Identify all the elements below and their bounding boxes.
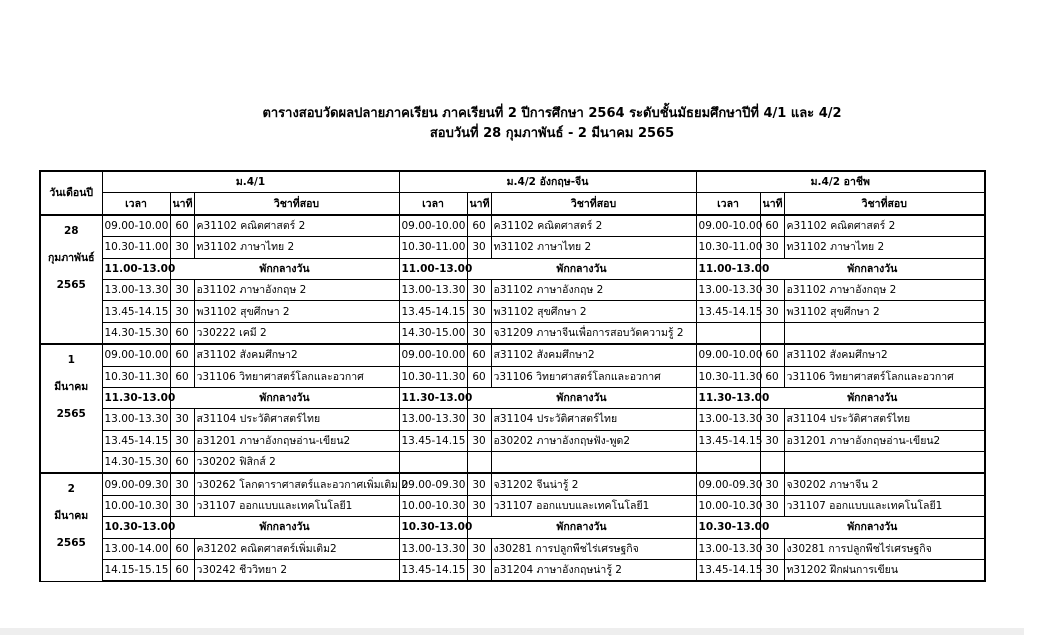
exam-subject: จ31209 ภาษาจีนเพื่อการสอบวัดความรู้ 2 bbox=[491, 322, 696, 344]
exam-subject bbox=[784, 452, 985, 474]
exam-minutes: 30 bbox=[467, 301, 491, 322]
table-row bbox=[40, 322, 985, 344]
exam-subject: ง30281 การปลูกพืชไร่เศรษฐกิจ bbox=[491, 538, 696, 559]
exam-time: 09.00-09.30 bbox=[399, 473, 467, 495]
table-row bbox=[40, 366, 985, 387]
exam-time: 10.30-11.00 bbox=[696, 237, 760, 258]
exam-subject: ส31102 สังคมศึกษา2 bbox=[491, 344, 696, 366]
break-time: 11.00-13.00 bbox=[399, 258, 467, 279]
exam-subject: ว31107 ออกแบบและเทคโนโลยี1 bbox=[194, 495, 399, 516]
exam-minutes: 30 bbox=[467, 560, 491, 582]
exam-minutes: 60 bbox=[170, 344, 194, 366]
table-row bbox=[40, 560, 985, 582]
exam-minutes: 30 bbox=[760, 237, 784, 258]
subject-header: วิชาที่สอบ bbox=[194, 193, 399, 215]
exam-minutes: 30 bbox=[170, 473, 194, 495]
exam-date-cell bbox=[40, 215, 102, 344]
exam-minutes: 30 bbox=[170, 409, 194, 430]
exam-time: 14.30-15.00 bbox=[399, 322, 467, 344]
exam-time: 10.00-10.30 bbox=[102, 495, 170, 516]
date-day: 28 bbox=[63, 224, 79, 237]
date-day: 2 bbox=[67, 483, 75, 496]
table-row bbox=[40, 215, 985, 237]
exam-time: 09.00-10.00 bbox=[399, 215, 467, 237]
exam-schedule-table bbox=[39, 170, 986, 582]
exam-minutes: 30 bbox=[467, 538, 491, 559]
break-label: พักกลางวัน bbox=[760, 258, 985, 279]
exam-time: 09.00-10.00 bbox=[102, 344, 170, 366]
exam-time: 13.00-13.30 bbox=[696, 538, 760, 559]
exam-time: 13.00-13.30 bbox=[102, 409, 170, 430]
time-header: เวลา bbox=[696, 193, 760, 215]
exam-subject bbox=[784, 322, 985, 344]
exam-time: 09.00-09.30 bbox=[102, 473, 170, 495]
exam-subject: อ31201 ภาษาอังกฤษอ่าน-เขียน2 bbox=[194, 430, 399, 451]
minutes-header: นาที bbox=[467, 193, 491, 215]
exam-minutes: 30 bbox=[467, 237, 491, 258]
date-month: มีนาคม bbox=[54, 381, 89, 394]
date-year: 2565 bbox=[56, 408, 86, 421]
exam-time: 10.00-10.30 bbox=[696, 495, 760, 516]
date-year: 2565 bbox=[56, 278, 86, 291]
table-row bbox=[40, 430, 985, 451]
exam-subject: ว31106 วิทยาศาสตร์โลกและอวกาศ bbox=[491, 366, 696, 387]
lunch-break-row bbox=[40, 258, 985, 279]
exam-subject: ค31102 คณิตศาสตร์ 2 bbox=[491, 215, 696, 237]
exam-minutes: 30 bbox=[467, 495, 491, 516]
exam-time: 10.30-11.00 bbox=[399, 237, 467, 258]
exam-minutes: 60 bbox=[170, 322, 194, 344]
minutes-header: นาที bbox=[760, 193, 784, 215]
exam-minutes: 60 bbox=[467, 344, 491, 366]
exam-subject: ท31102 ภาษาไทย 2 bbox=[491, 237, 696, 258]
exam-subject: ว30222 เคมี 2 bbox=[194, 322, 399, 344]
break-time: 11.00-13.00 bbox=[696, 258, 760, 279]
break-label: พักกลางวัน bbox=[170, 517, 399, 538]
exam-time: 09.00-10.00 bbox=[399, 344, 467, 366]
subject-header: วิชาที่สอบ bbox=[491, 193, 696, 215]
exam-minutes bbox=[760, 322, 784, 344]
exam-time: 09.00-10.00 bbox=[696, 344, 760, 366]
exam-time: 13.45-14.15 bbox=[696, 301, 760, 322]
exam-time: 14.30-15.30 bbox=[102, 322, 170, 344]
exam-minutes: 60 bbox=[760, 344, 784, 366]
exam-time: 13.00-13.30 bbox=[696, 279, 760, 300]
exam-subject: พ31102 สุขศึกษา 2 bbox=[784, 301, 985, 322]
exam-minutes: 30 bbox=[467, 473, 491, 495]
break-time: 11.00-13.00 bbox=[102, 258, 170, 279]
table-row bbox=[40, 237, 985, 258]
break-label: พักกลางวัน bbox=[760, 387, 985, 408]
time-header: เวลา bbox=[399, 193, 467, 215]
exam-subject: ส31104 ประวัติศาสตร์ไทย bbox=[491, 409, 696, 430]
table-row bbox=[40, 473, 985, 495]
exam-time: 09.00-10.00 bbox=[696, 215, 760, 237]
exam-time: 13.45-14.15 bbox=[696, 560, 760, 582]
exam-minutes bbox=[760, 452, 784, 474]
exam-time: 13.45-14.15 bbox=[399, 430, 467, 451]
exam-minutes: 60 bbox=[170, 215, 194, 237]
exam-subject: พ31102 สุขศึกษา 2 bbox=[491, 301, 696, 322]
table-row bbox=[40, 409, 985, 430]
group-header-m42-career: ม.4/2 อาชีพ bbox=[696, 171, 985, 193]
exam-subject: อ31102 ภาษาอังกฤษ 2 bbox=[784, 279, 985, 300]
table-row bbox=[40, 452, 985, 474]
break-label: พักกลางวัน bbox=[170, 258, 399, 279]
break-time: 11.30-13.00 bbox=[399, 387, 467, 408]
exam-minutes: 60 bbox=[760, 366, 784, 387]
exam-subject: อ31102 ภาษาอังกฤษ 2 bbox=[194, 279, 399, 300]
break-time: 11.30-13.00 bbox=[696, 387, 760, 408]
exam-minutes: 30 bbox=[467, 322, 491, 344]
break-label: พักกลางวัน bbox=[760, 517, 985, 538]
exam-minutes: 30 bbox=[170, 301, 194, 322]
subject-header: วิชาที่สอบ bbox=[784, 193, 985, 215]
exam-subject: อ31102 ภาษาอังกฤษ 2 bbox=[491, 279, 696, 300]
exam-minutes: 60 bbox=[760, 215, 784, 237]
exam-subject: จ31202 จีนน่ารู้ 2 bbox=[491, 473, 696, 495]
exam-time: 13.00-13.30 bbox=[696, 409, 760, 430]
table-row bbox=[40, 344, 985, 366]
table-row bbox=[40, 301, 985, 322]
break-time: 10.30-13.00 bbox=[102, 517, 170, 538]
exam-minutes: 30 bbox=[760, 495, 784, 516]
group-header-m41: ม.4/1 bbox=[102, 171, 399, 193]
exam-time: 09.00-09.30 bbox=[696, 473, 760, 495]
exam-subject: จ30202 ภาษาจีน 2 bbox=[784, 473, 985, 495]
exam-subject: ค31202 คณิตศาสตร์เพิ่มเติม2 bbox=[194, 538, 399, 559]
time-header: เวลา bbox=[102, 193, 170, 215]
exam-minutes: 60 bbox=[467, 215, 491, 237]
exam-time: 10.00-10.30 bbox=[399, 495, 467, 516]
exam-time: 10.30-11.30 bbox=[696, 366, 760, 387]
exam-time: 13.45-14.15 bbox=[102, 301, 170, 322]
exam-subject: ส31104 ประวัติศาสตร์ไทย bbox=[194, 409, 399, 430]
exam-time: 10.30-11.30 bbox=[399, 366, 467, 387]
exam-time: 13.45-14.15 bbox=[696, 430, 760, 451]
exam-minutes: 30 bbox=[467, 430, 491, 451]
break-time: 10.30-13.00 bbox=[696, 517, 760, 538]
break-label: พักกลางวัน bbox=[467, 387, 696, 408]
exam-minutes: 30 bbox=[760, 430, 784, 451]
exam-time bbox=[696, 452, 760, 474]
break-label: พักกลางวัน bbox=[170, 387, 399, 408]
exam-minutes: 30 bbox=[170, 237, 194, 258]
exam-time bbox=[696, 322, 760, 344]
date-year: 2565 bbox=[56, 537, 86, 550]
date-month: กุมภาพันธ์ bbox=[47, 251, 95, 264]
exam-date-cell bbox=[40, 473, 102, 581]
exam-subject: ท31202 ฝึกฝนการเขียน bbox=[784, 560, 985, 582]
exam-minutes: 60 bbox=[170, 452, 194, 474]
exam-subject: อ31204 ภาษาอังกฤษน่ารู้ 2 bbox=[491, 560, 696, 582]
exam-time: 14.15-15.15 bbox=[102, 560, 170, 582]
exam-time: 13.00-14.00 bbox=[102, 538, 170, 559]
page-bottom-edge bbox=[0, 628, 1024, 635]
exam-minutes: 30 bbox=[170, 279, 194, 300]
exam-subject: ท31102 ภาษาไทย 2 bbox=[784, 237, 985, 258]
exam-time: 13.00-13.30 bbox=[399, 279, 467, 300]
exam-subject: ว31107 ออกแบบและเทคโนโลยี1 bbox=[784, 495, 985, 516]
exam-minutes: 60 bbox=[170, 366, 194, 387]
exam-subject: พ31102 สุขศึกษา 2 bbox=[194, 301, 399, 322]
page-title: ตารางสอบวัดผลปลายภาคเรียน ภาคเรียนที่ 2 ปีการศึกษา 2564 ระดับชั้นมัธยมศึกษาปีที่ 4/1 และ 4/2 bbox=[262, 106, 842, 121]
exam-minutes: 30 bbox=[760, 538, 784, 559]
exam-time: 13.45-14.15 bbox=[102, 430, 170, 451]
exam-subject bbox=[491, 452, 696, 474]
exam-time: 14.30-15.30 bbox=[102, 452, 170, 474]
exam-minutes: 60 bbox=[467, 366, 491, 387]
exam-time: 10.30-11.30 bbox=[102, 366, 170, 387]
exam-minutes: 30 bbox=[170, 430, 194, 451]
exam-time: 09.00-10.00 bbox=[102, 215, 170, 237]
exam-minutes: 30 bbox=[467, 279, 491, 300]
exam-time: 13.00-13.30 bbox=[399, 409, 467, 430]
lunch-break-row bbox=[40, 517, 985, 538]
exam-minutes: 30 bbox=[760, 473, 784, 495]
lunch-break-row bbox=[40, 387, 985, 408]
exam-time: 10.30-11.00 bbox=[102, 237, 170, 258]
exam-subject: ส31102 สังคมศึกษา2 bbox=[784, 344, 985, 366]
exam-minutes: 30 bbox=[760, 301, 784, 322]
exam-subject: ค31102 คณิตศาสตร์ 2 bbox=[784, 215, 985, 237]
date-day: 1 bbox=[67, 354, 75, 367]
exam-subject: ว30242 ชีววิทยา 2 bbox=[194, 560, 399, 582]
exam-minutes: 30 bbox=[467, 409, 491, 430]
break-label: พักกลางวัน bbox=[467, 517, 696, 538]
exam-minutes bbox=[467, 452, 491, 474]
exam-date-cell bbox=[40, 344, 102, 473]
break-label: พักกลางวัน bbox=[467, 258, 696, 279]
group-header-m42-eng-chn: ม.4/2 อังกฤษ-จีน bbox=[399, 171, 696, 193]
exam-minutes: 30 bbox=[760, 279, 784, 300]
exam-subject: ง30281 การปลูกพืชไร่เศรษฐกิจ bbox=[784, 538, 985, 559]
date-column-header: วันเดือนปี bbox=[40, 171, 102, 215]
exam-minutes: 60 bbox=[170, 560, 194, 582]
table-row bbox=[40, 279, 985, 300]
exam-time bbox=[399, 452, 467, 474]
exam-subject: ส31102 สังคมศึกษา2 bbox=[194, 344, 399, 366]
break-time: 11.30-13.00 bbox=[102, 387, 170, 408]
exam-subject: ว31106 วิทยาศาสตร์โลกและอวกาศ bbox=[784, 366, 985, 387]
exam-time: 13.45-14.15 bbox=[399, 301, 467, 322]
exam-minutes: 30 bbox=[760, 560, 784, 582]
exam-subject: ท31102 ภาษาไทย 2 bbox=[194, 237, 399, 258]
exam-subject: ว31106 วิทยาศาสตร์โลกและอวกาศ bbox=[194, 366, 399, 387]
exam-minutes: 60 bbox=[170, 538, 194, 559]
exam-time: 13.45-14.15 bbox=[399, 560, 467, 582]
exam-subject: ค31102 คณิตศาสตร์ 2 bbox=[194, 215, 399, 237]
table-row bbox=[40, 538, 985, 559]
exam-subject: ว31107 ออกแบบและเทคโนโลยี1 bbox=[491, 495, 696, 516]
page-subtitle: สอบวันที่ 28 กุมภาพันธ์ - 2 มีนาคม 2565 bbox=[429, 126, 675, 141]
exam-subject: อ31201 ภาษาอังกฤษอ่าน-เขียน2 bbox=[784, 430, 985, 451]
exam-subject: ว30262 โลกดาราศาสตร์และอวกาศเพิ่มเติม 2 bbox=[194, 473, 399, 495]
table-row bbox=[40, 495, 985, 516]
exam-minutes: 30 bbox=[170, 495, 194, 516]
exam-subject: ว30202 ฟิสิกส์ 2 bbox=[194, 452, 399, 474]
exam-subject: อ30202 ภาษาอังกฤษฟัง-พูด2 bbox=[491, 430, 696, 451]
date-month: มีนาคม bbox=[54, 510, 89, 523]
exam-subject: ส31104 ประวัติศาสตร์ไทย bbox=[784, 409, 985, 430]
break-time: 10.30-13.00 bbox=[399, 517, 467, 538]
exam-time: 13.00-13.30 bbox=[399, 538, 467, 559]
exam-minutes: 30 bbox=[760, 409, 784, 430]
minutes-header: นาที bbox=[170, 193, 194, 215]
exam-time: 13.00-13.30 bbox=[102, 279, 170, 300]
